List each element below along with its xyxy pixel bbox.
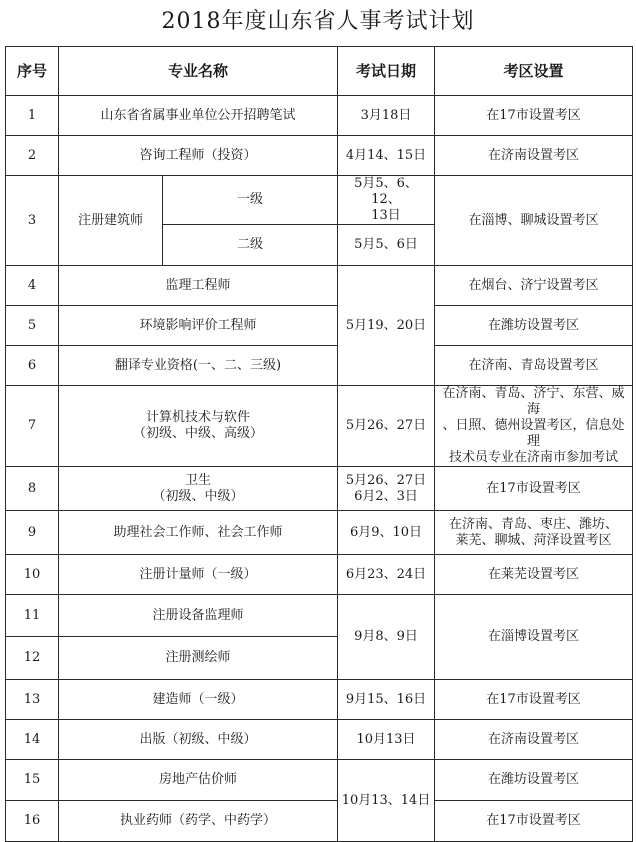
header-seq: 序号 [6,47,59,96]
table-row [6,680,633,720]
row-date: 5月26、27日 6月2、3日 [338,467,435,511]
row-area: 在淄博、聊城设置考区 [435,176,633,266]
row-name: 注册设备监理师 [59,595,338,637]
table-row [6,801,633,842]
row-name: 环境影响评价工程师 [59,306,338,346]
row-subcategory: 一级 [163,176,338,225]
row-seq: 6 [6,346,59,386]
header-area: 考区设置 [435,47,633,96]
row-date: 6月9、10日 [338,511,435,555]
row-name: 山东省省属事业单位公开招聘笔试 [59,96,338,136]
table-row [6,386,633,467]
row-subcategory: 二级 [163,225,338,266]
row-date: 6月23、24日 [338,555,435,595]
table-row [6,176,633,225]
table-row [6,266,633,306]
row-name: 助理社会工作师、社会工作师 [59,511,338,555]
row-seq: 16 [6,801,59,842]
row-name: 执业药师（药学、中药学） [59,801,338,842]
row-seq: 14 [6,720,59,760]
row-date-merged: 9月8、9日 [338,595,435,680]
row-area: 在莱芜设置考区 [435,555,633,595]
row-date: 4月14、15日 [338,136,435,176]
table-row [6,720,633,760]
row-date: 9月15、16日 [338,680,435,720]
row-seq: 1 [6,96,59,136]
table-row [6,306,633,346]
row-name: 注册计量师（一级） [59,555,338,595]
row-name: 监理工程师 [59,266,338,306]
row-area: 在潍坊设置考区 [435,760,633,801]
row-area: 在济南设置考区 [435,136,633,176]
row-name: 建造师（一级） [59,680,338,720]
row-seq: 8 [6,467,59,511]
table-row [6,555,633,595]
row-area-merged: 在淄博设置考区 [435,595,633,680]
table-header-row [6,47,633,96]
table-row [6,467,633,511]
table-row [6,595,633,637]
row-date: 3月18日 [338,96,435,136]
row-seq: 13 [6,680,59,720]
table-row [6,760,633,801]
page-title: 2018年度山东省人事考试计划 [161,9,475,34]
row-seq: 5 [6,306,59,346]
row-date-merged: 10月13、14日 [338,760,435,842]
row-area: 在济南设置考区 [435,720,633,760]
row-name: 咨询工程师（投资） [59,136,338,176]
row-area: 在潍坊设置考区 [435,306,633,346]
row-seq: 10 [6,555,59,595]
header-date: 考试日期 [338,47,435,96]
table-row [6,96,633,136]
row-name: 翻译专业资格(一、二、三级) [59,346,338,386]
row-area: 在济南、青岛设置考区 [435,346,633,386]
row-area: 在17市设置考区 [435,680,633,720]
row-name: 出版（初级、中级） [59,720,338,760]
row-name: 注册建筑师 [59,176,163,266]
row-seq: 9 [6,511,59,555]
row-date: 5月5、6、12、 13日 [338,176,435,225]
table-row [6,511,633,555]
table-row [6,346,633,386]
row-name: 房地产估价师 [59,760,338,801]
exam-plan-table [5,46,633,842]
row-seq: 12 [6,637,59,680]
row-seq: 7 [6,386,59,467]
row-name: 卫生 （初级、中级） [59,467,338,511]
row-area: 在17市设置考区 [435,801,633,842]
row-name: 注册测绘师 [59,637,338,680]
row-date: 5月5、6日 [338,225,435,266]
row-seq: 11 [6,595,59,637]
row-area: 在烟台、济宁设置考区 [435,266,633,306]
row-area: 在17市设置考区 [435,467,633,511]
row-area: 在济南、青岛、枣庄、潍坊、 莱芜、聊城、菏泽设置考区 [435,511,633,555]
row-area: 在17市设置考区 [435,96,633,136]
row-date: 10月13日 [338,720,435,760]
row-seq: 4 [6,266,59,306]
row-date: 5月26、27日 [338,386,435,467]
row-seq: 2 [6,136,59,176]
row-area: 在济南、青岛、济宁、东营、威海 、日照、德州设置考区，信息处理 技术员专业在济南市参加考试 [435,386,633,467]
row-name: 计算机技术与软件 （初级、中级、高级） [59,386,338,467]
row-seq: 15 [6,760,59,801]
table-row [6,136,633,176]
row-seq: 3 [6,176,59,266]
row-date-merged: 5月19、20日 [338,266,435,386]
header-name: 专业名称 [59,47,338,96]
